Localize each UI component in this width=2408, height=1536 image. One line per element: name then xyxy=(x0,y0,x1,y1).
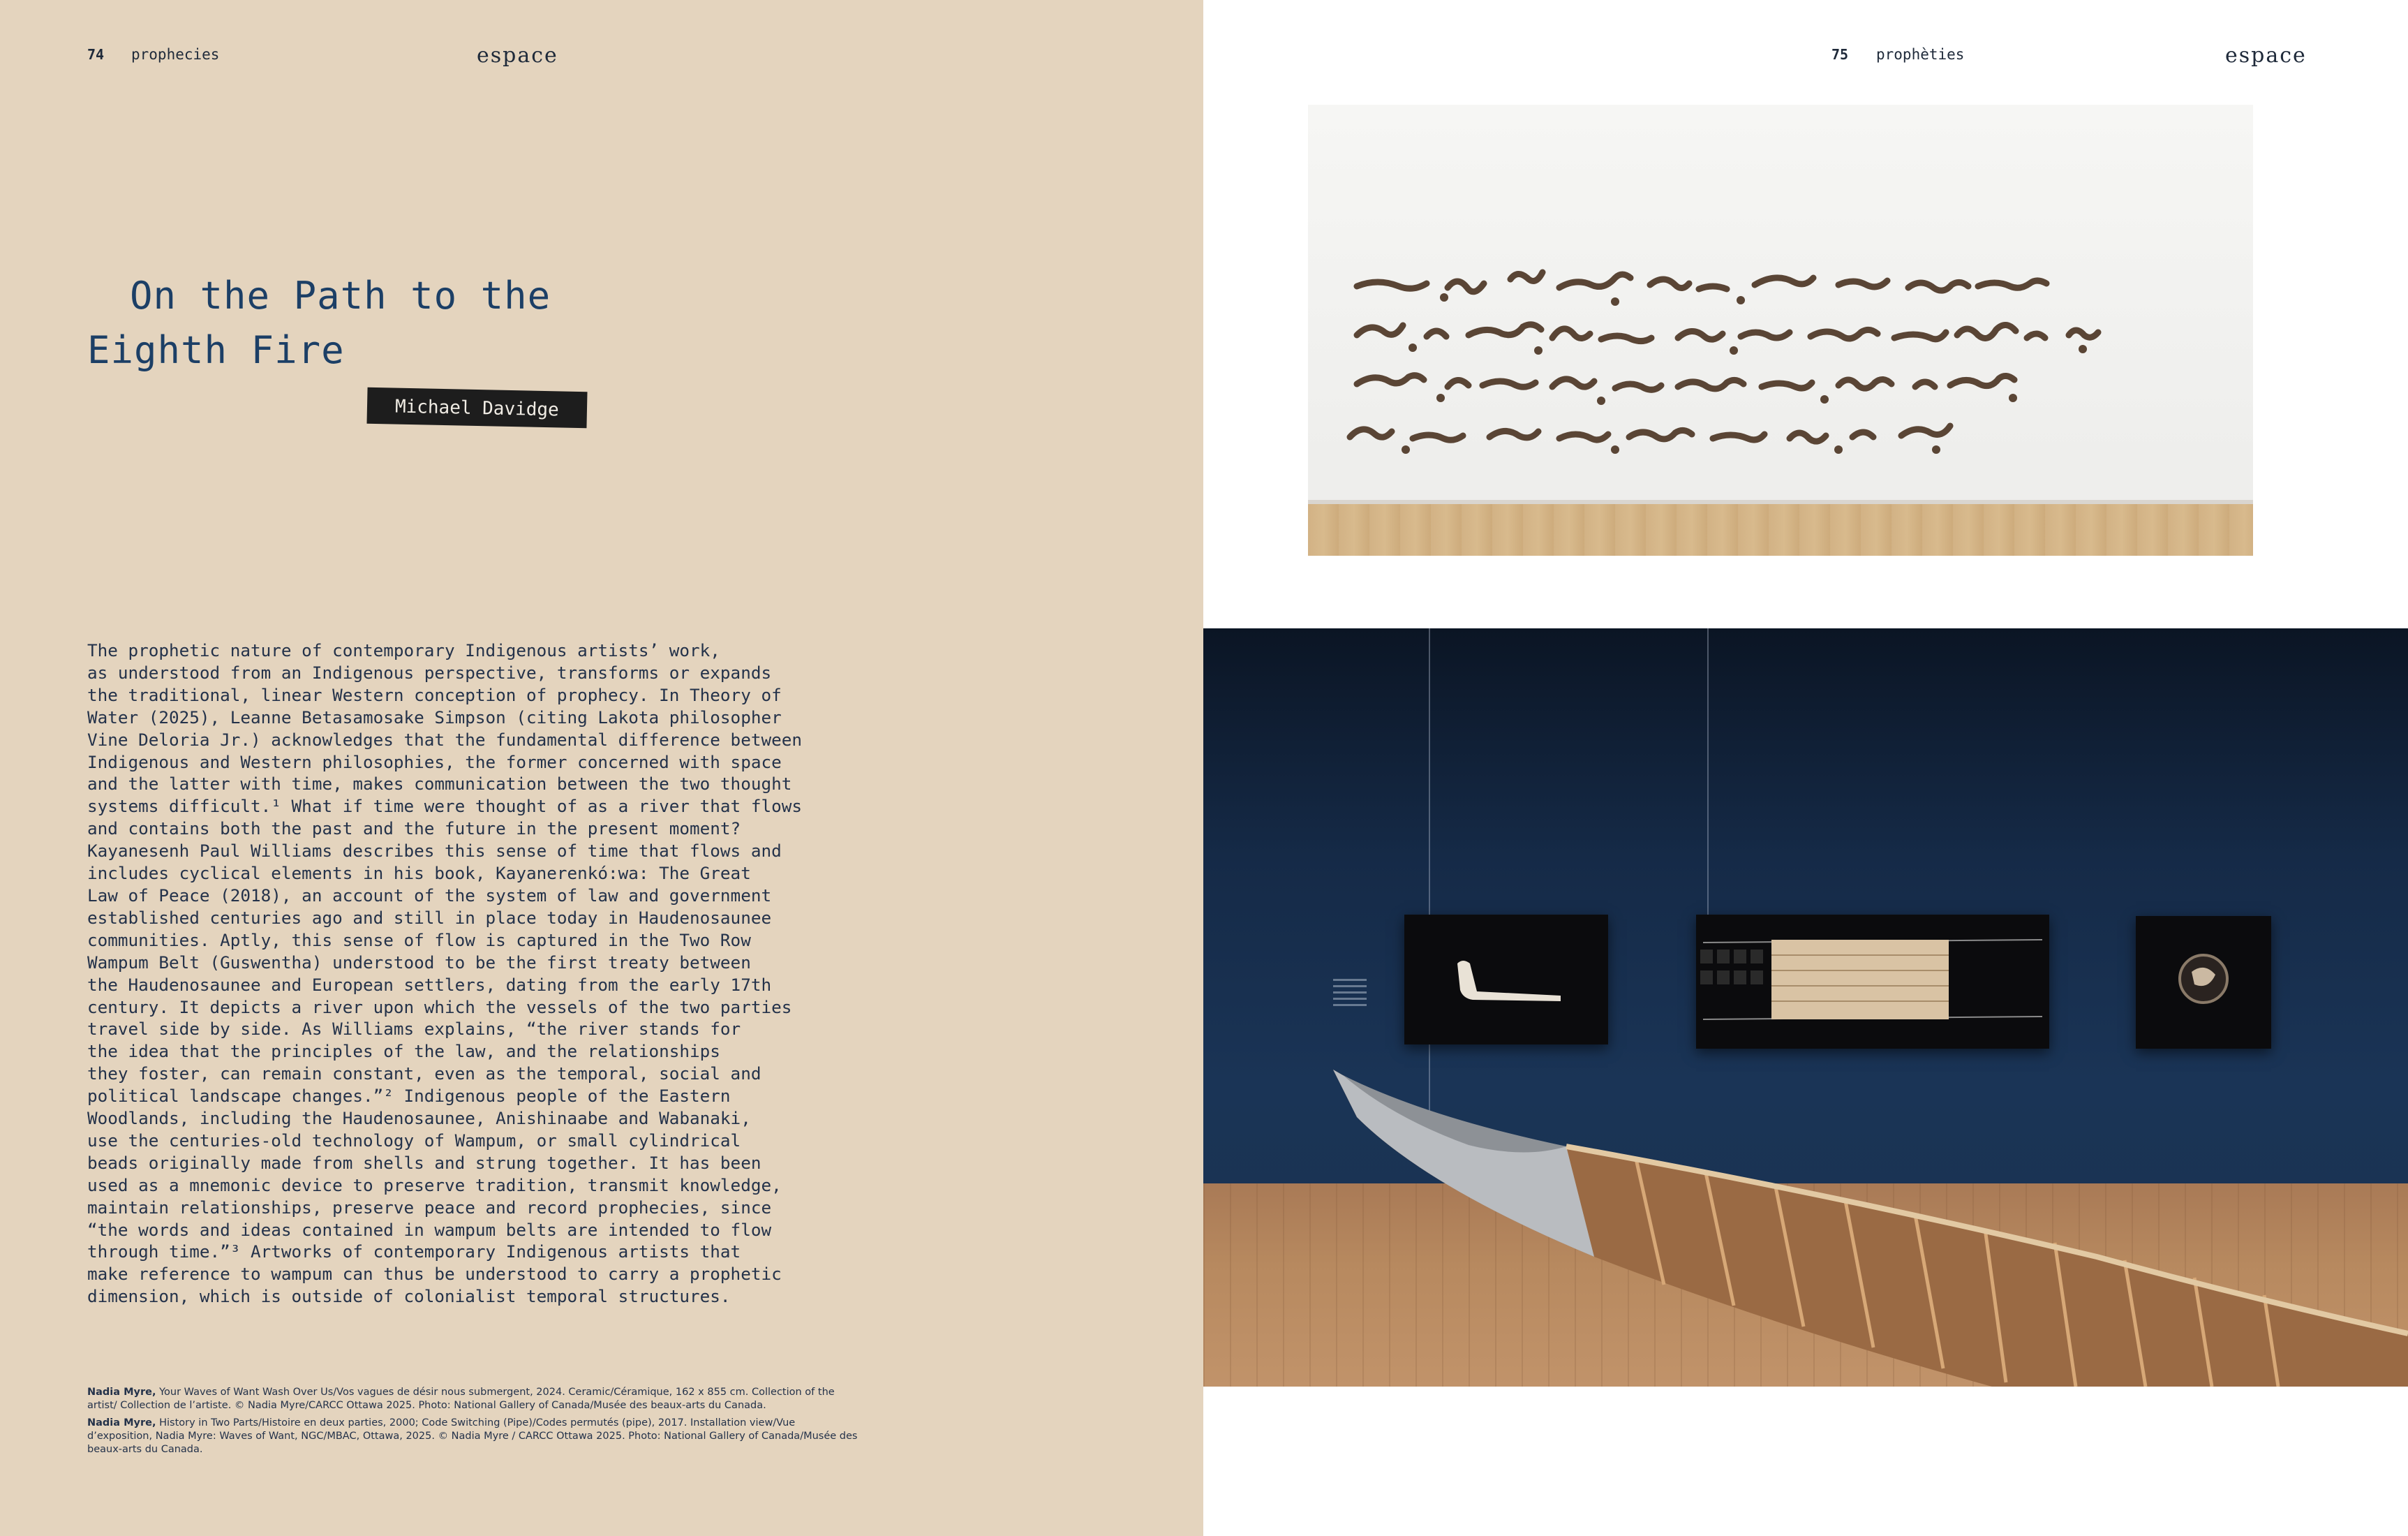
body-line: the idea that the principles of the law, and the relationships xyxy=(87,1041,720,1062)
body-line: maintain relationships, preserve peace and record prophecies, since xyxy=(87,1197,772,1218)
article-title-line-2: Eighth Fire xyxy=(87,328,345,372)
canoe-installation-photo xyxy=(1203,628,2408,1387)
photo-credits xyxy=(87,1386,862,1461)
body-line: Vine Deloria Jr.) acknowledges that the fundamental difference between xyxy=(87,729,802,750)
caption-top-photo xyxy=(87,1386,862,1412)
body-line: Wampum Belt (Guswentha) understood to be the first treaty between xyxy=(87,952,751,973)
caption-text: Your Waves of Want Wash Over Us/Vos vagues de désir nous submergent, 2024. Ceramic/Céramique, 162 x 855 cm. Collection of the artist/ Collection de l’artiste. © Nadia Myre/CARCC Ottawa 2025. Photo: National Gallery of Canada/Musée des beaux-arts du Canada. xyxy=(87,1387,835,1411)
body-line: century. It depicts a river upon which the vessels of the two parties xyxy=(87,996,792,1017)
body-line: the traditional, linear Western conception of prophecy. In Theory of xyxy=(87,684,782,705)
body-line: used as a mnemonic device to preserve tradition, transmit knowledge, xyxy=(87,1174,782,1195)
body-line: the Haudenosaunee and European settlers, dating from the early 17th xyxy=(87,974,772,995)
canoe-sculpture xyxy=(1203,628,2408,1387)
body-line: established centuries ago and still in place today in Haudenosaunee xyxy=(87,907,772,928)
body-line: Water (2025), Leanne Betasamosake Simpson (citing Lakota philosopher xyxy=(87,707,782,728)
article-title-line-1: On the Path to the xyxy=(130,274,551,318)
gallery-floor xyxy=(1308,504,2253,556)
body-line: through time.”³ Artworks of contemporary Indigenous artists that xyxy=(87,1241,741,1262)
body-line: political landscape changes.”² Indigenous people of the Eastern xyxy=(87,1086,731,1107)
body-line: as understood from an Indigenous perspective, transforms or expands xyxy=(87,662,772,683)
author-tag: Michael Davidge xyxy=(366,387,587,429)
page-number: 75 xyxy=(1831,46,1849,63)
body-line: The prophetic nature of contemporary Indigenous artists’ work, xyxy=(87,640,720,660)
page-number: 74 xyxy=(87,46,105,63)
body-line: beads originally made from shells and strung together. It has been xyxy=(87,1152,761,1173)
body-line: make reference to wampum can thus be understood to carry a prophetic xyxy=(87,1264,782,1285)
magazine-brand: espace xyxy=(477,43,558,68)
caption-artist: Nadia Myre, xyxy=(87,1387,156,1398)
body-line: Woodlands, including the Haudenosaunee, Anishinaabe and Wabanaki, xyxy=(87,1108,751,1129)
body-line: use the centuries-old technology of Wampum, or small cylindrical xyxy=(87,1130,741,1151)
caption-text: History in Two Parts/Histoire en deux parties, 2000; Code Switching (Pipe)/Codes permutés (pipe), 2017. Installation view/Vue d’exposition, Nadia Myre: Waves of Want, NGC/MBAC, Ottawa, 2025. © Nadia Myre / CARCC Ottawa 2025. Photo: National Gallery of Canada/Musée des beaux-arts du Canada. xyxy=(87,1417,858,1455)
magazine-brand: espace xyxy=(2225,43,2307,68)
body-line: includes cyclical elements in his book, Kayanerenkó:wa: The Great xyxy=(87,863,751,884)
running-head: prophecies xyxy=(131,46,220,63)
caption-bottom-photo xyxy=(87,1417,862,1456)
body-line: and the latter with time, makes communication between the two thought xyxy=(87,774,792,795)
body-line: travel side by side. As Williams explains, “the river stands for xyxy=(87,1019,741,1040)
article-body xyxy=(87,640,869,1308)
body-line: Indigenous and Western philosophies, the former concerned with space xyxy=(87,751,782,772)
body-line: and contains both the past and the future in the present moment? xyxy=(87,818,741,839)
ceramic-script-artwork xyxy=(1308,105,2253,556)
running-head: prophèties xyxy=(1876,46,1965,63)
body-line: “the words and ideas contained in wampum belts are intended to flow xyxy=(87,1219,772,1240)
caption-artist: Nadia Myre, xyxy=(87,1417,156,1428)
body-line: Law of Peace (2018), an account of the system of law and government xyxy=(87,885,772,906)
body-line: communities. Aptly, this sense of flow is captured in the Two Row xyxy=(87,929,751,950)
left-page xyxy=(0,0,1203,1536)
body-line: Kayanesenh Paul Williams describes this sense of time that flows and xyxy=(87,841,782,862)
ceramic-installation-photo xyxy=(1308,105,2253,556)
body-line: they foster, can remain constant, even as the temporal, social and xyxy=(87,1063,761,1084)
body-line: systems difficult.¹ What if time were thought of as a river that flows xyxy=(87,796,802,817)
body-line: dimension, which is outside of colonialist temporal structures. xyxy=(87,1286,731,1307)
